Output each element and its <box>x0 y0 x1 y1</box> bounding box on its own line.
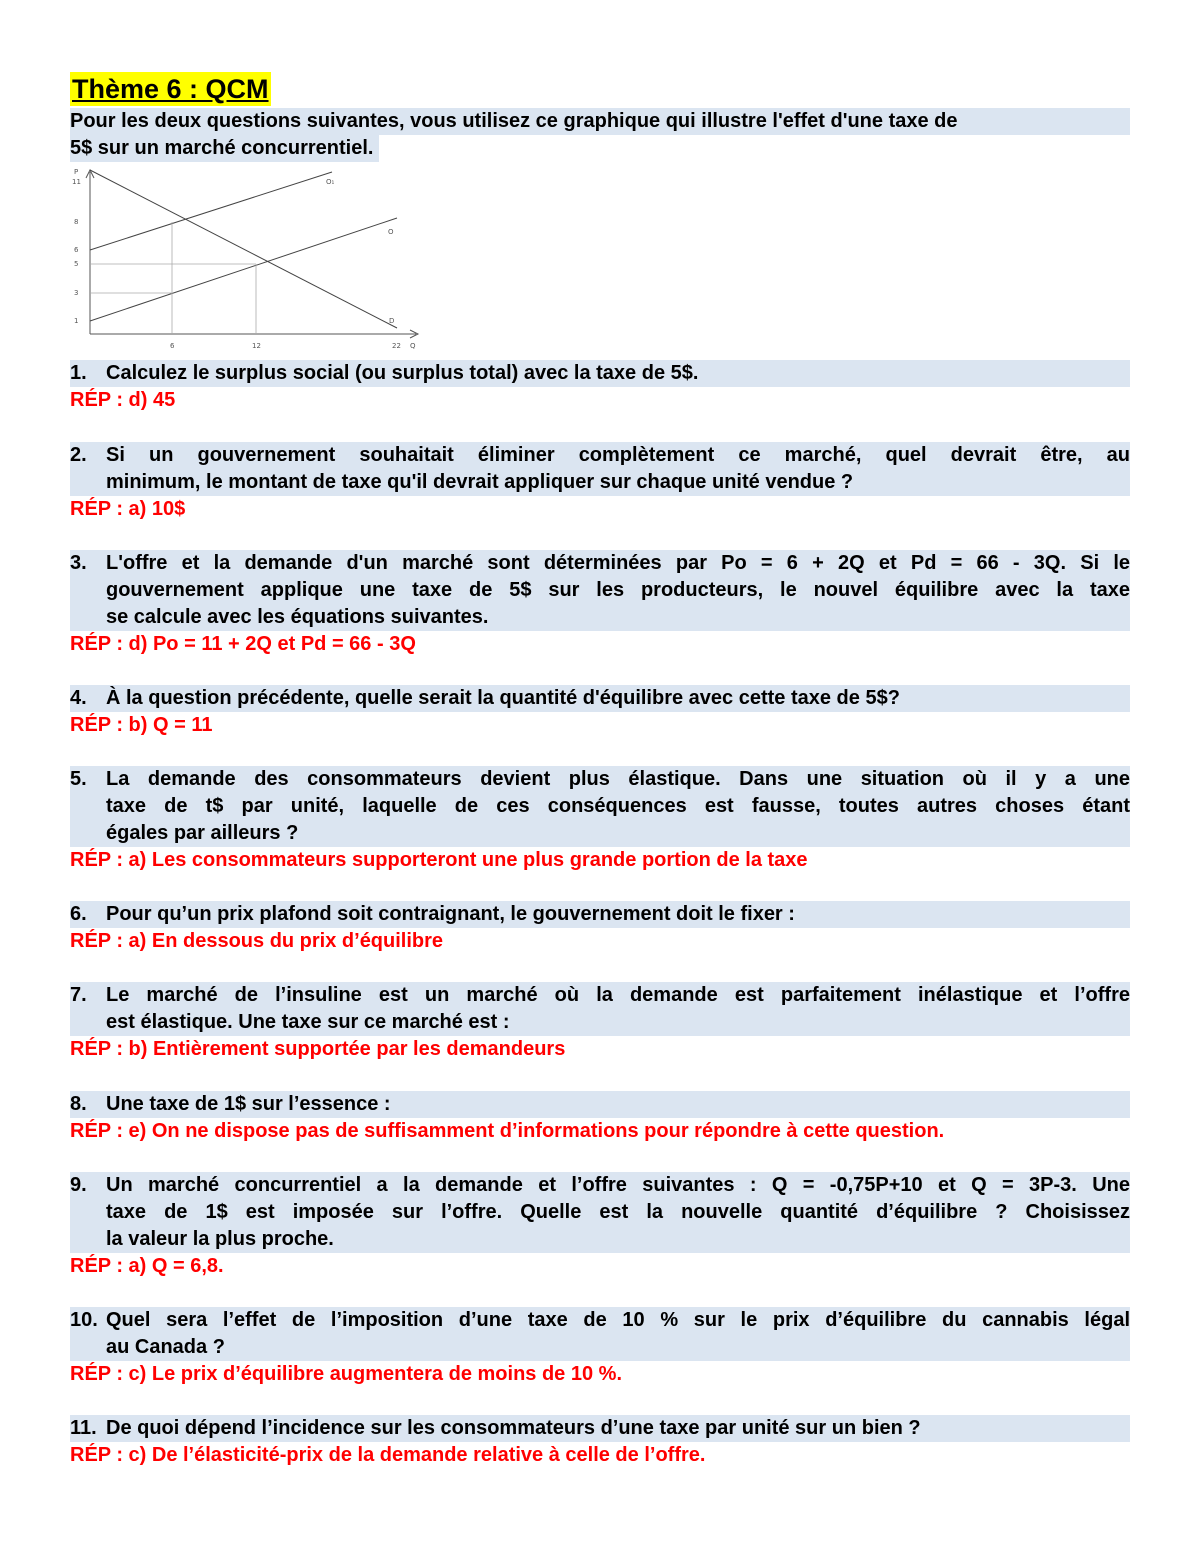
question-11 <box>70 1415 1130 1469</box>
question-text: Pour qu’un prix plafond soit contraignant, le gouvernement doit le fixer : <box>106 903 795 925</box>
x-tick-6: 6 <box>170 342 175 350</box>
y-tick-1: 1 <box>74 317 79 325</box>
question-number: 5. <box>70 768 87 790</box>
answer: RÉP : b) Q = 11 <box>70 714 213 736</box>
question-number: 10. <box>70 1309 98 1331</box>
supply-curve <box>90 218 397 321</box>
question-text: taxe de t$ par unité, laquelle de ces conséquences est fausse, toutes autres choses étant <box>106 795 1130 817</box>
answer: RÉP : a) Les consommateurs supporteront une plus grande portion de la taxe <box>70 849 808 871</box>
question-text: Un marché concurrentiel a la demande et l’offre suivantes : Q = -0,75P+10 et Q = 3P-3. Une <box>106 1174 1130 1196</box>
label-supply: O <box>388 228 394 236</box>
supply-taxed-curve <box>90 172 332 250</box>
y-axis-label: P <box>74 168 79 176</box>
answer: RÉP : a) Q = 6,8. <box>70 1255 224 1277</box>
question-text: minimum, le montant de taxe qu'il devrait appliquer sur chaque unité vendue ? <box>106 471 854 493</box>
answer: RÉP : e) On ne dispose pas de suffisamment d’informations pour répondre à cette question. <box>70 1120 945 1142</box>
y-tick-6: 6 <box>74 246 79 254</box>
question-number: 6. <box>70 903 87 925</box>
answer: RÉP : a) En dessous du prix d’équilibre <box>70 930 444 952</box>
question-text: L'offre et la demande d'un marché sont déterminées par Po = 6 + 2Q et Pd = 66 - 3Q. Si le <box>106 552 1130 574</box>
answer: RÉP : c) De l’élasticité-prix de la demande relative à celle de l’offre. <box>70 1444 706 1466</box>
question-number: 11. <box>70 1417 97 1439</box>
question-text: Le marché de l’insuline est un marché où la demande est parfaitement inélastique et l’offre <box>106 984 1130 1006</box>
page-title: Thème 6 : QCM <box>72 74 269 104</box>
question-text: se calcule avec les équations suivantes. <box>106 606 489 628</box>
question-number: 1. <box>70 362 87 384</box>
question-number: 9. <box>70 1174 87 1196</box>
answer: RÉP : d) 45 <box>70 389 176 411</box>
answer: RÉP : c) Le prix d’équilibre augmentera de moins de 10 %. <box>70 1363 623 1385</box>
x-tick-12: 12 <box>252 342 261 350</box>
y-tick-11: 11 <box>72 178 81 186</box>
question-2 <box>70 442 1130 523</box>
question-text: Si un gouvernement souhaitait éliminer complètement ce marché, quel devrait être, au <box>106 444 1130 466</box>
question-number: 7. <box>70 984 87 1006</box>
question-text: Calculez le surplus social (ou surplus total) avec la taxe de 5$. <box>106 362 699 384</box>
question-7 <box>70 982 1130 1063</box>
label-demand: D <box>389 317 395 325</box>
y-tick-8: 8 <box>74 218 79 226</box>
answer: RÉP : b) Entièrement supportée par les demandeurs <box>70 1038 566 1060</box>
question-text: gouvernement applique une taxe de 5$ sur les producteurs, le nouvel équilibre avec la taxe <box>106 579 1130 601</box>
question-text: De quoi dépend l’incidence sur les consommateurs d’une taxe par unité sur un bien ? <box>106 1417 921 1439</box>
question-text: Une taxe de 1$ sur l’essence : <box>106 1093 391 1115</box>
x-axis-label: Q <box>410 342 416 350</box>
question-text: au Canada ? <box>106 1336 225 1358</box>
question-8 <box>70 1091 1130 1145</box>
question-9 <box>70 1172 1130 1280</box>
intro-line-2: 5$ sur un marché concurrentiel. <box>70 135 379 162</box>
intro-line-1: Pour les deux questions suivantes, vous utilisez ce graphique qui illustre l'effet d'une taxe de <box>70 108 1130 135</box>
answer: RÉP : a) 10$ <box>70 498 186 520</box>
question-5 <box>70 766 1130 874</box>
question-text: Quel sera l’effet de l’imposition d’une taxe de 10 % sur le prix d’équilibre du cannabis légal <box>106 1309 1130 1331</box>
question-text: la valeur la plus proche. <box>106 1228 334 1250</box>
question-3 <box>70 550 1130 658</box>
y-tick-3: 3 <box>74 289 79 297</box>
y-tick-5: 5 <box>74 260 79 268</box>
question-text: À la question précédente, quelle serait la quantité d'équilibre avec cette taxe de 5$? <box>106 687 900 709</box>
question-number: 3. <box>70 552 87 574</box>
question-1 <box>70 360 1130 414</box>
label-supply-taxed: O₁ <box>326 178 335 186</box>
answer: RÉP : d) Po = 11 + 2Q et Pd = 66 - 3Q <box>70 633 416 655</box>
question-text: La demande des consommateurs devient plus élastique. Dans une situation où il y a une <box>106 768 1130 790</box>
question-6 <box>70 901 1130 955</box>
question-text: taxe de 1$ est imposée sur l’offre. Quelle est la nouvelle quantité d’équilibre ? Choisissez <box>106 1201 1130 1223</box>
tax-effect-graph <box>62 166 424 356</box>
demand-curve <box>90 170 397 328</box>
question-10 <box>70 1307 1130 1388</box>
question-text: égales par ailleurs ? <box>106 822 299 844</box>
question-text: est élastique. Une taxe sur ce marché est : <box>106 1011 510 1033</box>
question-number: 2. <box>70 444 87 466</box>
intro-paragraph <box>70 108 1130 162</box>
question-number: 4. <box>70 687 87 709</box>
question-4 <box>70 685 1130 739</box>
question-number: 8. <box>70 1093 87 1115</box>
x-tick-22: 22 <box>392 342 401 350</box>
